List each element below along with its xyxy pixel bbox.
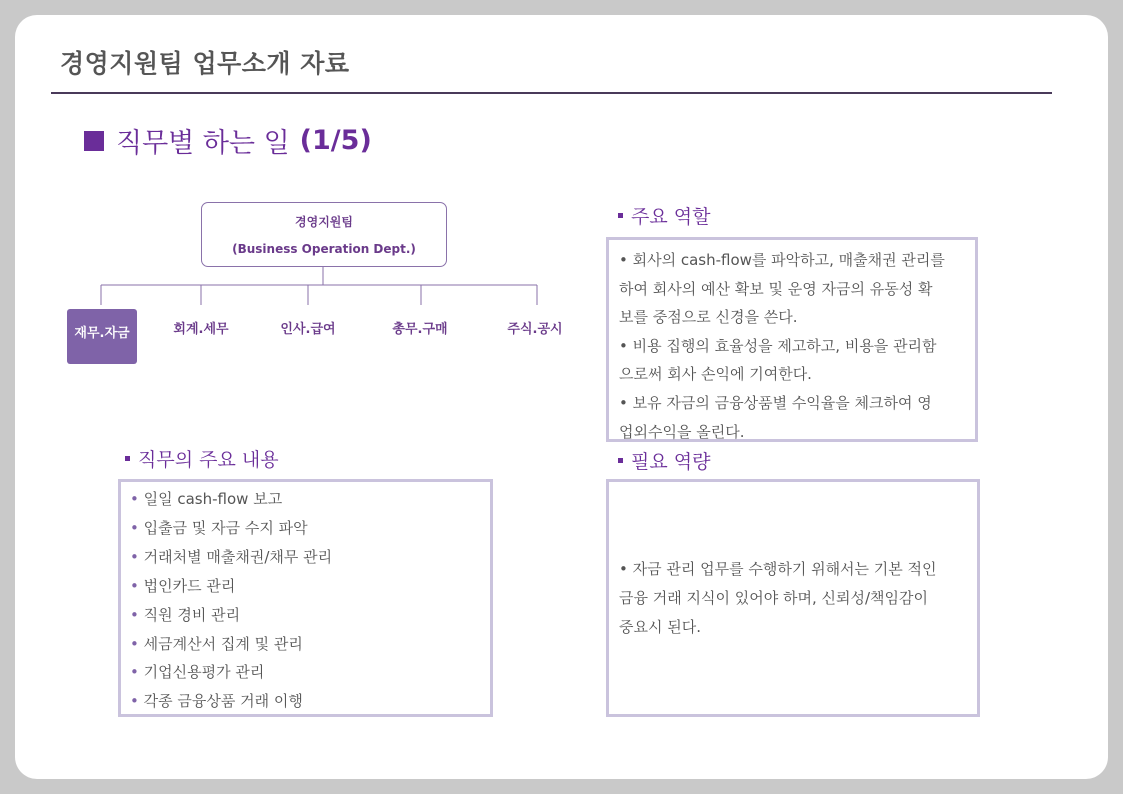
roles-heading — [618, 202, 710, 229]
roles-line: • 보유 자금의 금융상품별 수익율을 체크하여 영 — [619, 393, 932, 412]
org-root-name: 경영지원팀 — [295, 215, 353, 229]
section-title — [84, 121, 372, 160]
skills-heading — [618, 447, 710, 474]
bullet-icon: • — [130, 576, 144, 595]
duties-item-text: 직원 경비 관리 — [143, 605, 241, 624]
roles-line: • 비용 집행의 효율성을 제고하고, 비용을 관리함 — [619, 336, 937, 355]
org-node-accounting: 회계.세무 — [173, 322, 229, 337]
skills-panel — [606, 479, 980, 717]
duties-item-text: 기업신용평가 관리 — [143, 663, 265, 682]
duties-item-text: 각종 금융상품 거래 이행 — [143, 692, 303, 711]
duties-item-text: 일일 cash-flow 보고 — [143, 490, 283, 508]
bullet-icon: • — [130, 547, 144, 566]
skills-heading-text: 필요 역량 — [631, 451, 711, 473]
duties-list-item — [130, 687, 482, 716]
section-page-indicator: (1/5) — [299, 125, 372, 156]
org-node-general-affairs: 총무.구매 — [392, 322, 448, 337]
bullet-icon — [618, 458, 623, 463]
square-bullet-icon — [84, 131, 104, 151]
roles-panel — [606, 237, 978, 442]
section-title-text: 직무별 하는 일 — [116, 128, 290, 159]
duties-list-item — [130, 601, 482, 630]
duties-list-item — [130, 514, 482, 543]
page-title: 경영지원팀 업무소개 자료 — [60, 49, 350, 78]
roles-line: 하여 회사의 예산 확보 및 운영 자금의 유동성 확 — [619, 279, 933, 298]
skills-text — [619, 555, 937, 642]
bullet-icon — [618, 213, 623, 218]
bullet-icon — [125, 456, 130, 461]
duties-list-item — [130, 572, 482, 601]
skills-line: 중요시 된다. — [619, 617, 701, 636]
roles-heading-text: 주요 역할 — [631, 206, 711, 228]
duties-item-text: 세금계산서 집계 및 관리 — [143, 634, 303, 653]
bullet-icon: • — [130, 692, 144, 711]
duties-heading — [125, 445, 279, 472]
org-node-stock-disclosure: 주식.공시 — [507, 322, 563, 337]
title-divider — [51, 92, 1052, 94]
duties-list-item — [130, 485, 482, 514]
duties-panel — [118, 479, 493, 717]
bullet-icon: • — [130, 490, 144, 508]
roles-line: 보를 중점으로 신경을 쓴다. — [619, 308, 798, 327]
duties-list-item — [130, 658, 482, 687]
duties-item-text: 법인카드 관리 — [143, 576, 236, 595]
bullet-icon: • — [130, 605, 144, 624]
duties-item-text: 거래처별 매출채권/채무 관리 — [143, 547, 333, 566]
org-root-node — [201, 202, 447, 267]
duties-item-text: 입출금 및 자금 수지 파악 — [143, 518, 308, 537]
duties-list-item — [130, 543, 482, 572]
skills-line: • 자금 관리 업무를 수행하기 위해서는 기본 적인 — [619, 559, 937, 578]
duties-heading-text: 직무의 주요 내용 — [138, 449, 279, 471]
roles-line: 으로써 회사 손익에 기여한다. — [619, 365, 812, 384]
org-root-english-name: (Business Operation Dept.) — [232, 242, 416, 256]
org-node-finance: 재무.자금 — [67, 309, 137, 364]
org-node-hr: 인사.급여 — [280, 322, 336, 337]
skills-line: 금융 거래 지식이 있어야 하며, 신뢰성/책임감이 — [619, 588, 928, 607]
roles-line: • 회사의 cash-flow를 파악하고, 매출채권 관리를 — [619, 251, 945, 269]
bullet-icon: • — [130, 518, 144, 537]
bullet-icon: • — [130, 634, 144, 653]
bullet-icon: • — [130, 663, 144, 682]
duties-list-item — [130, 630, 482, 659]
roles-line: 업외수익을 올린다. — [619, 422, 745, 441]
